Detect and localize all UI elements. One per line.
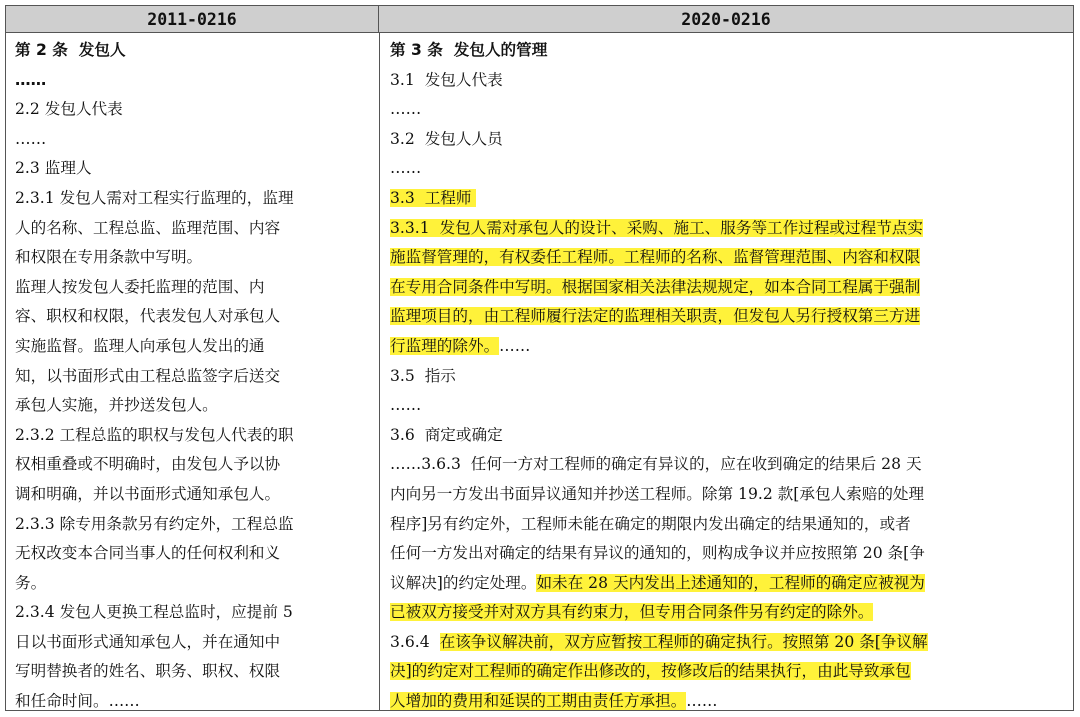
left-column: [15, 36, 370, 717]
left-line: 实施监督。监理人向承包人发出的通: [15, 336, 265, 355]
left-line: ……: [15, 70, 47, 89]
right-line: [390, 598, 1070, 628]
right-line: [390, 480, 1070, 510]
right-text: 程序]另有约定外，工程师未能在确定的期限内发出确定的结果通知的，或者: [390, 514, 911, 533]
right-text: 第 3 条 发包人的管理: [390, 41, 548, 59]
left-line: 承包人实施，并抄送发包人。: [15, 396, 218, 415]
left-line: 2.3.4 发包人更换工程总监时，应提前 5: [15, 603, 293, 622]
left-line: 和任命时间。……: [15, 692, 140, 711]
right-text: ……: [390, 100, 422, 119]
right-line: [390, 184, 1070, 214]
header-left: 2011-0216: [6, 6, 379, 33]
right-line: [390, 125, 1070, 155]
right-line: [390, 450, 1070, 480]
right-text: ……3.6.3 任何一方对工程师的确定有异议的，应在收到确定的结果后 28 天: [390, 455, 922, 474]
left-line: 调和明确，并以书面形式通知承包人。: [15, 484, 281, 503]
right-line: [390, 362, 1070, 392]
right-line: [390, 391, 1070, 421]
right-line: [390, 421, 1070, 451]
left-line: 2.3.3 除专用条款另有约定外，工程总监: [15, 514, 294, 533]
right-line: [390, 273, 1070, 303]
left-line: 2.2 发包人代表: [15, 100, 123, 119]
highlighted-text: 3.3.1 发包人需对承包人的设计、采购、施工、服务等工作过程或过程节点实: [390, 218, 923, 237]
left-line: 第 2 条 发包人: [15, 41, 126, 59]
right-line: [390, 95, 1070, 125]
right-line: [390, 510, 1070, 540]
left-line: 务。: [15, 573, 47, 592]
left-line: 写明替换者的姓名、职务、职权、权限: [15, 662, 281, 681]
right-line: [390, 243, 1070, 273]
highlighted-text: 在专用合同条件中写明。根据国家相关法律法规规定，如本合同工程属于强制: [390, 277, 921, 296]
left-line: 无权改变本合同当事人的任何权利和义: [15, 544, 281, 563]
right-line: [390, 657, 1070, 687]
header-right: 2020-0216: [379, 6, 1073, 33]
left-line: 权相重叠或不明确时，由发包人予以协: [15, 455, 281, 474]
highlighted-text: 如未在 28 天内发出上述通知的，工程师的确定应被视为: [536, 573, 925, 592]
right-line: [390, 628, 1070, 658]
highlighted-text: 人增加的费用和延误的工期由责任方承担。: [390, 692, 687, 711]
left-line: 人的名称、工程总监、监理范围、内容: [15, 218, 281, 237]
highlighted-text: 施监督管理的，有权委任工程师。工程师的名称、监督管理范围、内容和权限: [390, 248, 921, 267]
right-text: 3.2 发包人人员: [390, 129, 503, 148]
right-line: [390, 332, 1070, 362]
right-text: 议解决]的约定处理。: [390, 573, 537, 592]
left-line: 2.3 监理人: [15, 159, 92, 178]
highlighted-text: 3.3 工程师: [390, 188, 477, 207]
right-line: [390, 66, 1070, 96]
right-text: 3.5 指示: [390, 366, 456, 385]
comparison-table: [5, 5, 1074, 711]
right-text: ……: [390, 159, 422, 178]
left-line: 和权限在专用条款中写明。: [15, 248, 203, 267]
right-column: [390, 36, 1070, 717]
highlighted-text: 已被双方接受并对双方具有约束力，但专用合同条件另有约定的除外。: [390, 603, 874, 622]
left-line: 容、职权和权限，代表发包人对承包人: [15, 307, 281, 326]
highlighted-text: 在该争议解决前，双方应暂按工程师的确定执行。按照第 20 条[争议解: [439, 632, 928, 651]
right-line: [390, 214, 1070, 244]
right-text: 内向另一方发出书面异议通知并抄送工程师。除第 19.2 款[承包人索赔的处理: [390, 484, 925, 503]
right-line: [390, 36, 1070, 66]
left-line: 知，以书面形式由工程总监签字后送交: [15, 366, 281, 385]
highlighted-text: 行监理的除外。: [390, 336, 500, 355]
right-text: ……: [390, 396, 422, 415]
left-line: ……: [15, 129, 47, 148]
right-text: ……: [686, 692, 718, 711]
highlighted-text: 决]的约定对工程师的确定作出修改的，按修改后的结果执行，由此导致承包: [390, 662, 911, 681]
right-line: [390, 302, 1070, 332]
right-text: 3.1 发包人代表: [390, 70, 503, 89]
left-line: 2.3.1 发包人需对工程实行监理的，监理: [15, 188, 294, 207]
right-line: [390, 687, 1070, 717]
left-line: 日以书面形式通知承包人，并在通知中: [15, 632, 281, 651]
right-line: [390, 539, 1070, 569]
left-line: 监理人按发包人委托监理的范围、内: [15, 277, 265, 296]
right-line: [390, 154, 1070, 184]
right-line: [390, 569, 1070, 599]
right-text: 3.6 商定或确定: [390, 425, 503, 444]
column-divider: [379, 33, 380, 710]
left-line: 2.3.2 工程总监的职权与发包人代表的职: [15, 425, 294, 444]
highlighted-text: 监理项目的，由工程师履行法定的监理相关职责，但发包人另行授权第三方进: [390, 307, 921, 326]
right-text: ……: [499, 336, 531, 355]
right-text: 任何一方发出对确定的结果有异议的通知的，则构成争议并应按照第 20 条[争: [390, 544, 925, 563]
right-text: 3.6.4: [390, 632, 440, 651]
